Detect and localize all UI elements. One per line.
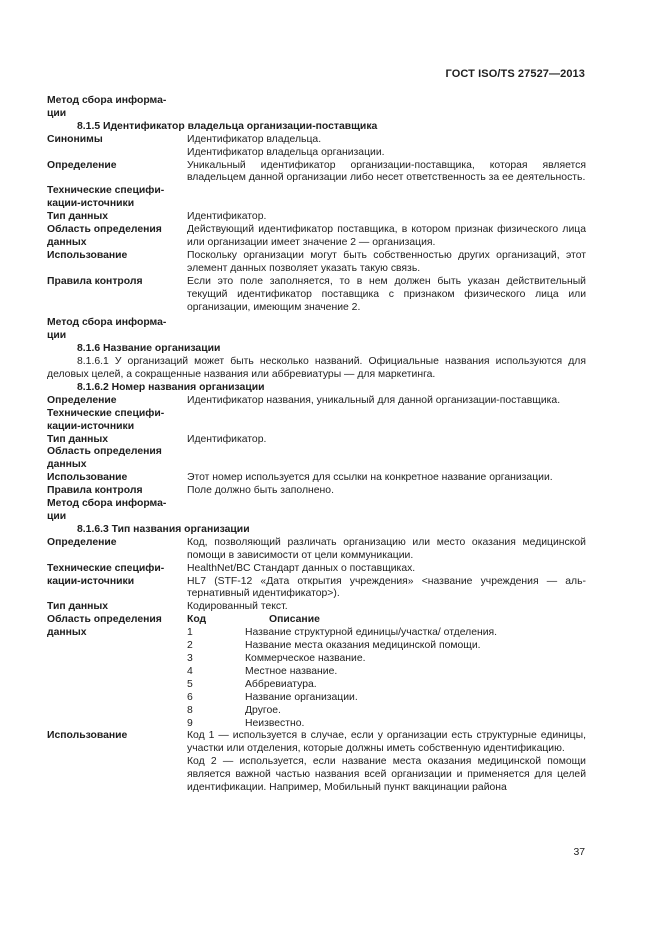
- code-description: Аббревиатура.: [245, 678, 317, 690]
- code-value: 2: [187, 640, 193, 652]
- rules-row: [47, 276, 586, 315]
- usage-label: Использование: [47, 249, 128, 261]
- domain-label: Область определения данных: [47, 614, 162, 639]
- code-description: Местное название.: [245, 665, 338, 677]
- datatype-text: Идентификатор.: [187, 433, 267, 445]
- code-value: 8: [187, 704, 193, 716]
- domain-row: [47, 224, 586, 250]
- synonym-item: Идентификатор владельца.: [187, 133, 322, 145]
- rules-text: Поле должно быть заполнено.: [187, 485, 334, 497]
- paragraph-8-1-6-1: 8.1.6.1 У организаций может быть несколько названий. Официальные названия используются для деловых целей, а сокращенные названия или аббревиатуры — для маркетинга.: [47, 356, 586, 381]
- tech-spec-label: Технические специфи- кации-источники: [47, 562, 165, 587]
- datatype-row: [47, 601, 586, 614]
- datatype-label: Тип данных: [47, 601, 109, 613]
- definition-text: Уникальный идентификатор организации-поставщика, которая является владельцем данной организации либо несет ответственность за ее деятельность.: [187, 159, 586, 184]
- code-description: Название организации.: [245, 691, 358, 703]
- section-title-8-1-6-2: 8.1.6.2 Номер названия организации: [77, 381, 265, 393]
- description-column-header: Описание: [269, 614, 320, 626]
- code-row: [187, 640, 586, 653]
- definition-row: [47, 395, 586, 408]
- usage-row: [47, 730, 586, 795]
- usage-label: Использование: [47, 472, 128, 484]
- document-body: [47, 95, 586, 795]
- code-row: [187, 718, 586, 731]
- code-description: Коммерческое название.: [245, 652, 366, 664]
- page-number: 37: [573, 847, 585, 858]
- code-value: 4: [187, 665, 193, 677]
- code-row: [187, 679, 586, 692]
- usage-text: Этот номер используется для ссылки на конкретное название организации.: [187, 472, 553, 484]
- section-title-8-1-6: 8.1.6 Название организации: [77, 343, 221, 355]
- rules-label: Правила контроля: [47, 275, 143, 287]
- domain-label: Область определения данных: [47, 446, 162, 471]
- definition-label: Определение: [47, 159, 117, 171]
- datatype-text: Идентификатор.: [187, 211, 267, 223]
- code-value: 6: [187, 691, 193, 703]
- code-description: Название места оказания медицинской помощи.: [245, 640, 481, 652]
- method-label: Метод сбора информа- ции: [47, 95, 167, 119]
- datatype-row: [47, 211, 586, 224]
- document-header: ГОСТ ISO/TS 27527—2013: [445, 68, 585, 80]
- code-value: 3: [187, 652, 193, 664]
- section-title-8-1-5: 8.1.5 Идентификатор владельца организации-поставщика: [77, 120, 378, 132]
- section-title-8-1-6-3: 8.1.6.3 Тип названия организации: [77, 523, 250, 535]
- code-description: Неизвестно.: [245, 717, 305, 729]
- code-description: Другое.: [245, 704, 281, 716]
- tech-spec-row: [47, 563, 586, 602]
- usage-paragraph: Код 2 — используется, если название места оказания медицинской помощи является важной частью названия всей организации и применяется для целей идентификации. Например, Мобильный пункт вакцинации района: [187, 756, 586, 794]
- code-column-header: Код: [187, 614, 207, 626]
- code-table-header: [187, 614, 586, 627]
- code-value: 1: [187, 627, 193, 639]
- code-row: [187, 627, 586, 640]
- tech-spec-item: HealthNet/BC Стандарт данных о поставщиках.: [187, 562, 416, 574]
- domain-row: [47, 614, 586, 730]
- rules-row: [47, 485, 586, 498]
- usage-text: Поскольку организации могут быть собственностью других организаций, этот элемент данных позволяет указать такую связь.: [187, 249, 586, 274]
- method-label: Метод сбора информа- ции: [47, 498, 167, 522]
- datatype-label: Тип данных: [47, 211, 109, 223]
- tech-spec-row: [47, 408, 586, 434]
- code-row: [187, 666, 586, 679]
- definition-text: Идентификатор названия, уникальный для данной организации-поставщика.: [187, 394, 561, 406]
- code-value: 9: [187, 717, 193, 729]
- datatype-text: Кодированный текст.: [187, 601, 288, 613]
- code-value: 5: [187, 678, 193, 690]
- definition-text: Код, позволяющий различать организацию или место оказания медицинской помощи в зависимости от цели коммуникации.: [187, 536, 586, 561]
- usage-paragraph: Код 1 — используется в случае, если у организации есть структурные единицы, участки или отделения, которые должны иметь собственную идентификацию.: [187, 730, 586, 755]
- domain-text: Действующий идентификатор поставщика, в котором признак физического лица или организации имеет значение 2 — организация.: [187, 224, 586, 248]
- code-row: [187, 692, 586, 705]
- method-row-top: [47, 95, 586, 121]
- code-description: Название структурной единицы/участка/ отделения.: [245, 627, 498, 639]
- code-row: [187, 705, 586, 718]
- method-row: [47, 498, 586, 524]
- tech-spec-item: HL7 (STF-12 «Дата открытия учреждения» <название учреждения — альтернативный идентификатор>).: [187, 575, 586, 600]
- domain-label: Область определения данных: [47, 224, 162, 248]
- synonym-item: Идентификатор владельца организации.: [187, 146, 385, 158]
- usage-row: [47, 250, 586, 276]
- domain-row: [47, 446, 586, 472]
- datatype-label: Тип данных: [47, 433, 109, 445]
- datatype-row: [47, 434, 586, 447]
- method-label: Метод сбора информа- ции: [47, 317, 167, 342]
- rules-text: Если это поле заполняется, то в нем должен быть указан действительный текущий идентификатор поставщика с признаком физического лица или организации, имеющим значение 2.: [187, 275, 586, 313]
- synonyms-row: [47, 134, 586, 160]
- tech-spec-row: [47, 185, 586, 211]
- usage-label: Использование: [47, 730, 128, 742]
- tech-spec-label: Технические специфи- кации-источники: [47, 407, 165, 432]
- method-row: [47, 317, 586, 343]
- definition-row: [47, 537, 586, 563]
- code-table: [187, 614, 586, 730]
- rules-label: Правила контроля: [47, 485, 143, 497]
- definition-label: Определение: [47, 536, 117, 548]
- usage-row: [47, 472, 586, 485]
- synonyms-label: Синонимы: [47, 133, 103, 145]
- tech-spec-label: Технические специфи- кации-источники: [47, 185, 165, 210]
- definition-label: Определение: [47, 394, 117, 406]
- code-row: [187, 653, 586, 666]
- definition-row: [47, 160, 586, 186]
